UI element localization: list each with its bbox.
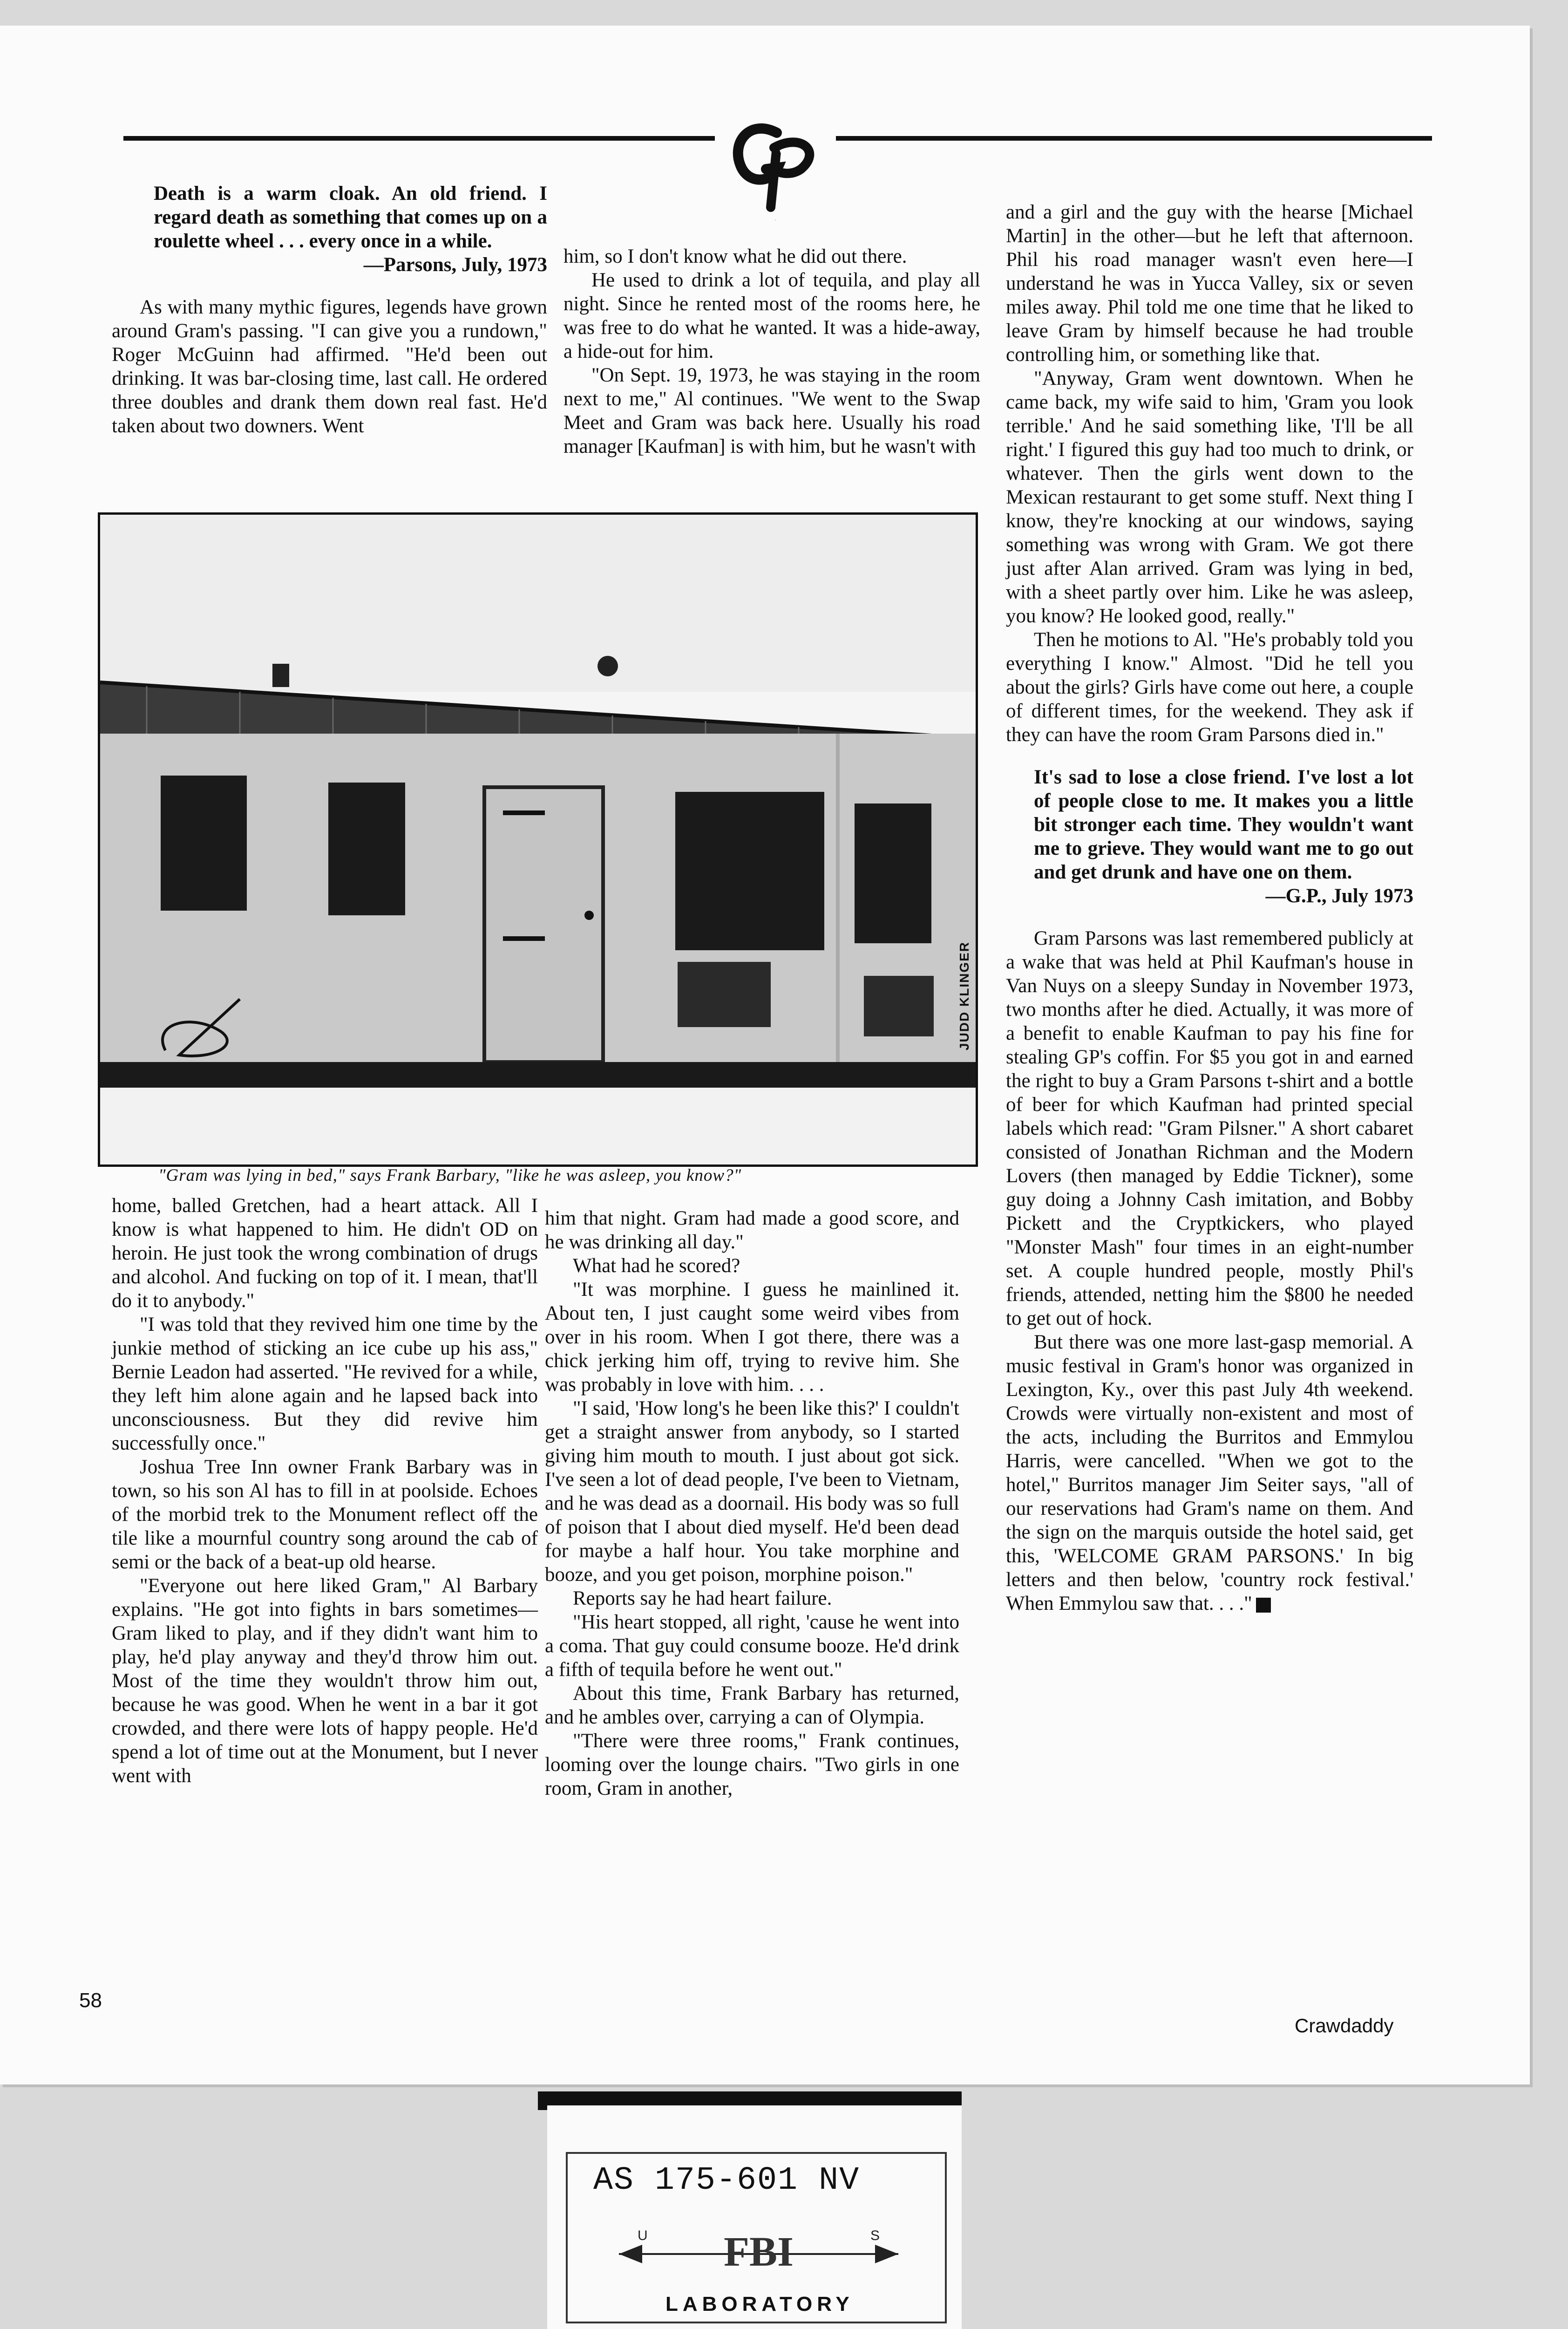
paragraph-text: But there was one more last-gasp memorial. A music festival in Gram's honor was organized in Lexington, Ky., over this past July 4th weekend. Crowds were virtually non-existent and most of the acts, including the Burritos and Emmylou Harris, were cancelled. "When we got to the hotel," Burritos manager Jim Seiter says, "all of our reservations had Gram's name on them. And the sign on the marquis outside the hotel said, get this, 'WELCOME GRAM PARSONS.' In big letters and then below, 'country rock festival.' When Emmylou saw that. . . ." — [1006, 1331, 1413, 1614]
paragraph: As with many mythic figures, legends have grown around Gram's passing. "I can give you a rundown," Roger McGuinn had affirmed. "He'd been out drinking. It was bar-closing time, last call. He ordered three doubles and drank them down real fast. He'd taken about two downers. Went — [112, 296, 547, 437]
paragraph: Then he motions to Al. "He's probably told you everything I know." Almost. "Did he tell you about the girls? Girls have come out here, a couple of different times, for the weekend. They ask if they can have the room Gram Parsons died in." — [1006, 629, 1413, 746]
svg-text:FBI: FBI — [723, 2229, 794, 2275]
paragraph — [1006, 1330, 1413, 1615]
paragraph: About this time, Frank Barbary has returned, and he ambles over, carrying a can of Olympia. — [545, 1682, 959, 1728]
epigraph-2-attribution: —G.P., July 1973 — [1265, 885, 1413, 907]
paragraph: "On Sept. 19, 1973, he was staying in the room next to me," Al continues. "We went to the Swap Meet and Gram was back here. Usually his road manager [Kaufman] is with him, but he wasn't with — [563, 364, 980, 457]
column-3 — [1006, 200, 1413, 1615]
column-1-top — [112, 182, 547, 438]
svg-text:U: U — [638, 2228, 648, 2243]
svg-text:S: S — [870, 2228, 880, 2243]
gp-logo-icon — [722, 114, 829, 221]
epigraph-1-attribution: —Parsons, July, 1973 — [363, 254, 547, 276]
paragraph: Joshua Tree Inn owner Frank Barbary was in town, so his son Al has to fill in at poolside. Echoes of the morbid trek to the Monument reflect off the tile like a mournful country song around the cab of semi or the back of a beat-up old hearse. — [112, 1456, 538, 1573]
paragraph: "I said, 'How long's he been like this?' I couldn't get a straight answer from anybody, so I started giving him mouth to mouth. I just about got sick. I've seen a lot of dead people, I've been to Vietnam, and he was dead as a doornail. His body was so full of poison that I about died myself. He'd been dead for maybe a half hour. You take morphine and booze, and you get poison, morphine poison." — [545, 1397, 959, 1586]
paragraph: him that night. Gram had made a good score, and he was drinking all day." — [545, 1207, 959, 1253]
svg-text:GP: GP — [774, 220, 776, 221]
paragraph: "It was morphine. I guess he mainlined it. About ten, I just caught some weird vibes from over in his room. When I got there, there was a chick jerking him off, trying to revive him. She was probably in love with him. . . . — [545, 1279, 959, 1396]
column-2-top — [563, 245, 980, 458]
motel-building-image — [100, 515, 976, 1164]
paragraph: Reports say he had heart failure. — [573, 1587, 832, 1609]
end-mark-icon — [1256, 1598, 1271, 1613]
paragraph: and a girl and the guy with the hearse [Michael Martin] in the other—but he left that afternoon. Phil his road manager wasn't even here—I understand he was in Yucca Valley, six or seven miles away. Phil told me one time that he liked to leave Gram by himself because he had trouble controlling him, or something like that. — [1006, 201, 1413, 366]
fbi-seal-icon — [610, 2221, 908, 2287]
laboratory-label: LABORATORY — [665, 2293, 854, 2315]
column-2-bottom — [545, 1206, 959, 1800]
paragraph: What had he scored? — [573, 1255, 740, 1277]
paragraph: "His heart stopped, all right, 'cause he went into a coma. That guy could consume booze. He'd drink a fifth of tequila before he went out." — [545, 1611, 959, 1681]
paragraph: Gram Parsons was last remembered publicly at a wake that was held at Phil Kaufman's house in Van Nuys on a sleepy Sunday in November 1973, two months after he died. Actually, it was more of a benefit to enable Kaufman to pay his fine for stealing GP's coffin. For $5 you got in and earned the right to buy a Gram Parsons t-shirt and a bottle of beer for which Kaufman had printed special labels which read: "Gram Pilsner." A short cabaret consisted of Jonathan Richman and the Modern Lovers (then managed by Eddie Tickner), some guy doing a Johnny Cash imitation, and Bobby Pickett and the Cryptkickers, who played "Monster Mash" four times in an eight-number set. A couple hundred people, mostly Phil's friends, attended, netting him the $800 he needed to get out of hock. — [1006, 927, 1413, 1329]
fbi-lab-stamp — [547, 2105, 962, 2329]
gp-logo — [715, 109, 836, 226]
paragraph: "I was told that they revived him one time by the junkie method of sticking an ice cube up his ass," Bernie Leadon had asserted. "He revived for a while, they left him alone again and he lapsed back into unconsciousness. But they did revive him successfully once." — [112, 1314, 538, 1454]
column-1-bottom — [112, 1194, 538, 1788]
stamp-border — [566, 2152, 947, 2323]
file-number: AS 175-601 NV — [593, 2162, 860, 2199]
paragraph: "There were three rooms," Frank continues, looming over the lounge chairs. "Two girls in one room, Gram in another, — [545, 1730, 959, 1799]
paragraph: He used to drink a lot of tequila, and play all night. Since he rented most of the rooms here, he was free to do what he wanted. It was a hide-away, a hide-out for him. — [563, 269, 980, 362]
photo-caption: "Gram was lying in bed," says Frank Barbary, "like he was asleep, you know?" — [158, 1166, 742, 1185]
epigraph-1: Death is a warm cloak. An old friend. I regard death as something that comes up on a roulette wheel . . . every once in a while. — [154, 183, 547, 252]
paragraph: him, so I don't know what he did out there. — [563, 245, 907, 267]
motel-photo — [98, 512, 978, 1167]
epigraph-2: It's sad to lose a close friend. I've lost a lot of people close to me. It makes you a little bit stronger each time. They wouldn't want me to grieve. They would want me to go out and get drunk and have one on them. — [1034, 766, 1413, 883]
paragraph: "Anyway, Gram went downtown. When he came back, my wife said to him, 'Gram you look terrible.' And he said something like, 'I'll be all right.' I figured this guy had too much to drink, or whatever. Then the girls went down to the Mexican restaurant to get some stuff. Next thing I know, they're knocking at our windows, saying something was wrong with Gram. We got there just after Alan arrived. Gram was lying in bed, with a sheet partly over him. Like he was asleep, you know? He looked good, really." — [1006, 368, 1413, 627]
page-number: 58 — [79, 1989, 102, 2012]
magazine-page — [0, 26, 1530, 2084]
paragraph: home, balled Gretchen, had a heart attack. All I know is what happened to him. He didn't OD on heroin. He just took the wrong combination of drugs and alcohol. And fucking on top of it. I mean, that'll do it to anybody." — [112, 1195, 538, 1312]
paragraph: "Everyone out here liked Gram," Al Barbary explains. "He got into fights in bars sometimes—Gram liked to play, and if they didn't want him to play, he'd play anyway and they'd throw him out. Most of the time they wouldn't throw him out, because he was good. When he went in a bar it got crowded, and there were lots of happy people. He'd spend a lot of time out at the Monument, but I never went with — [112, 1575, 538, 1787]
publication-name: Crawdaddy — [1295, 2015, 1394, 2036]
photo-credit: JUDD KLINGER — [957, 941, 971, 1050]
